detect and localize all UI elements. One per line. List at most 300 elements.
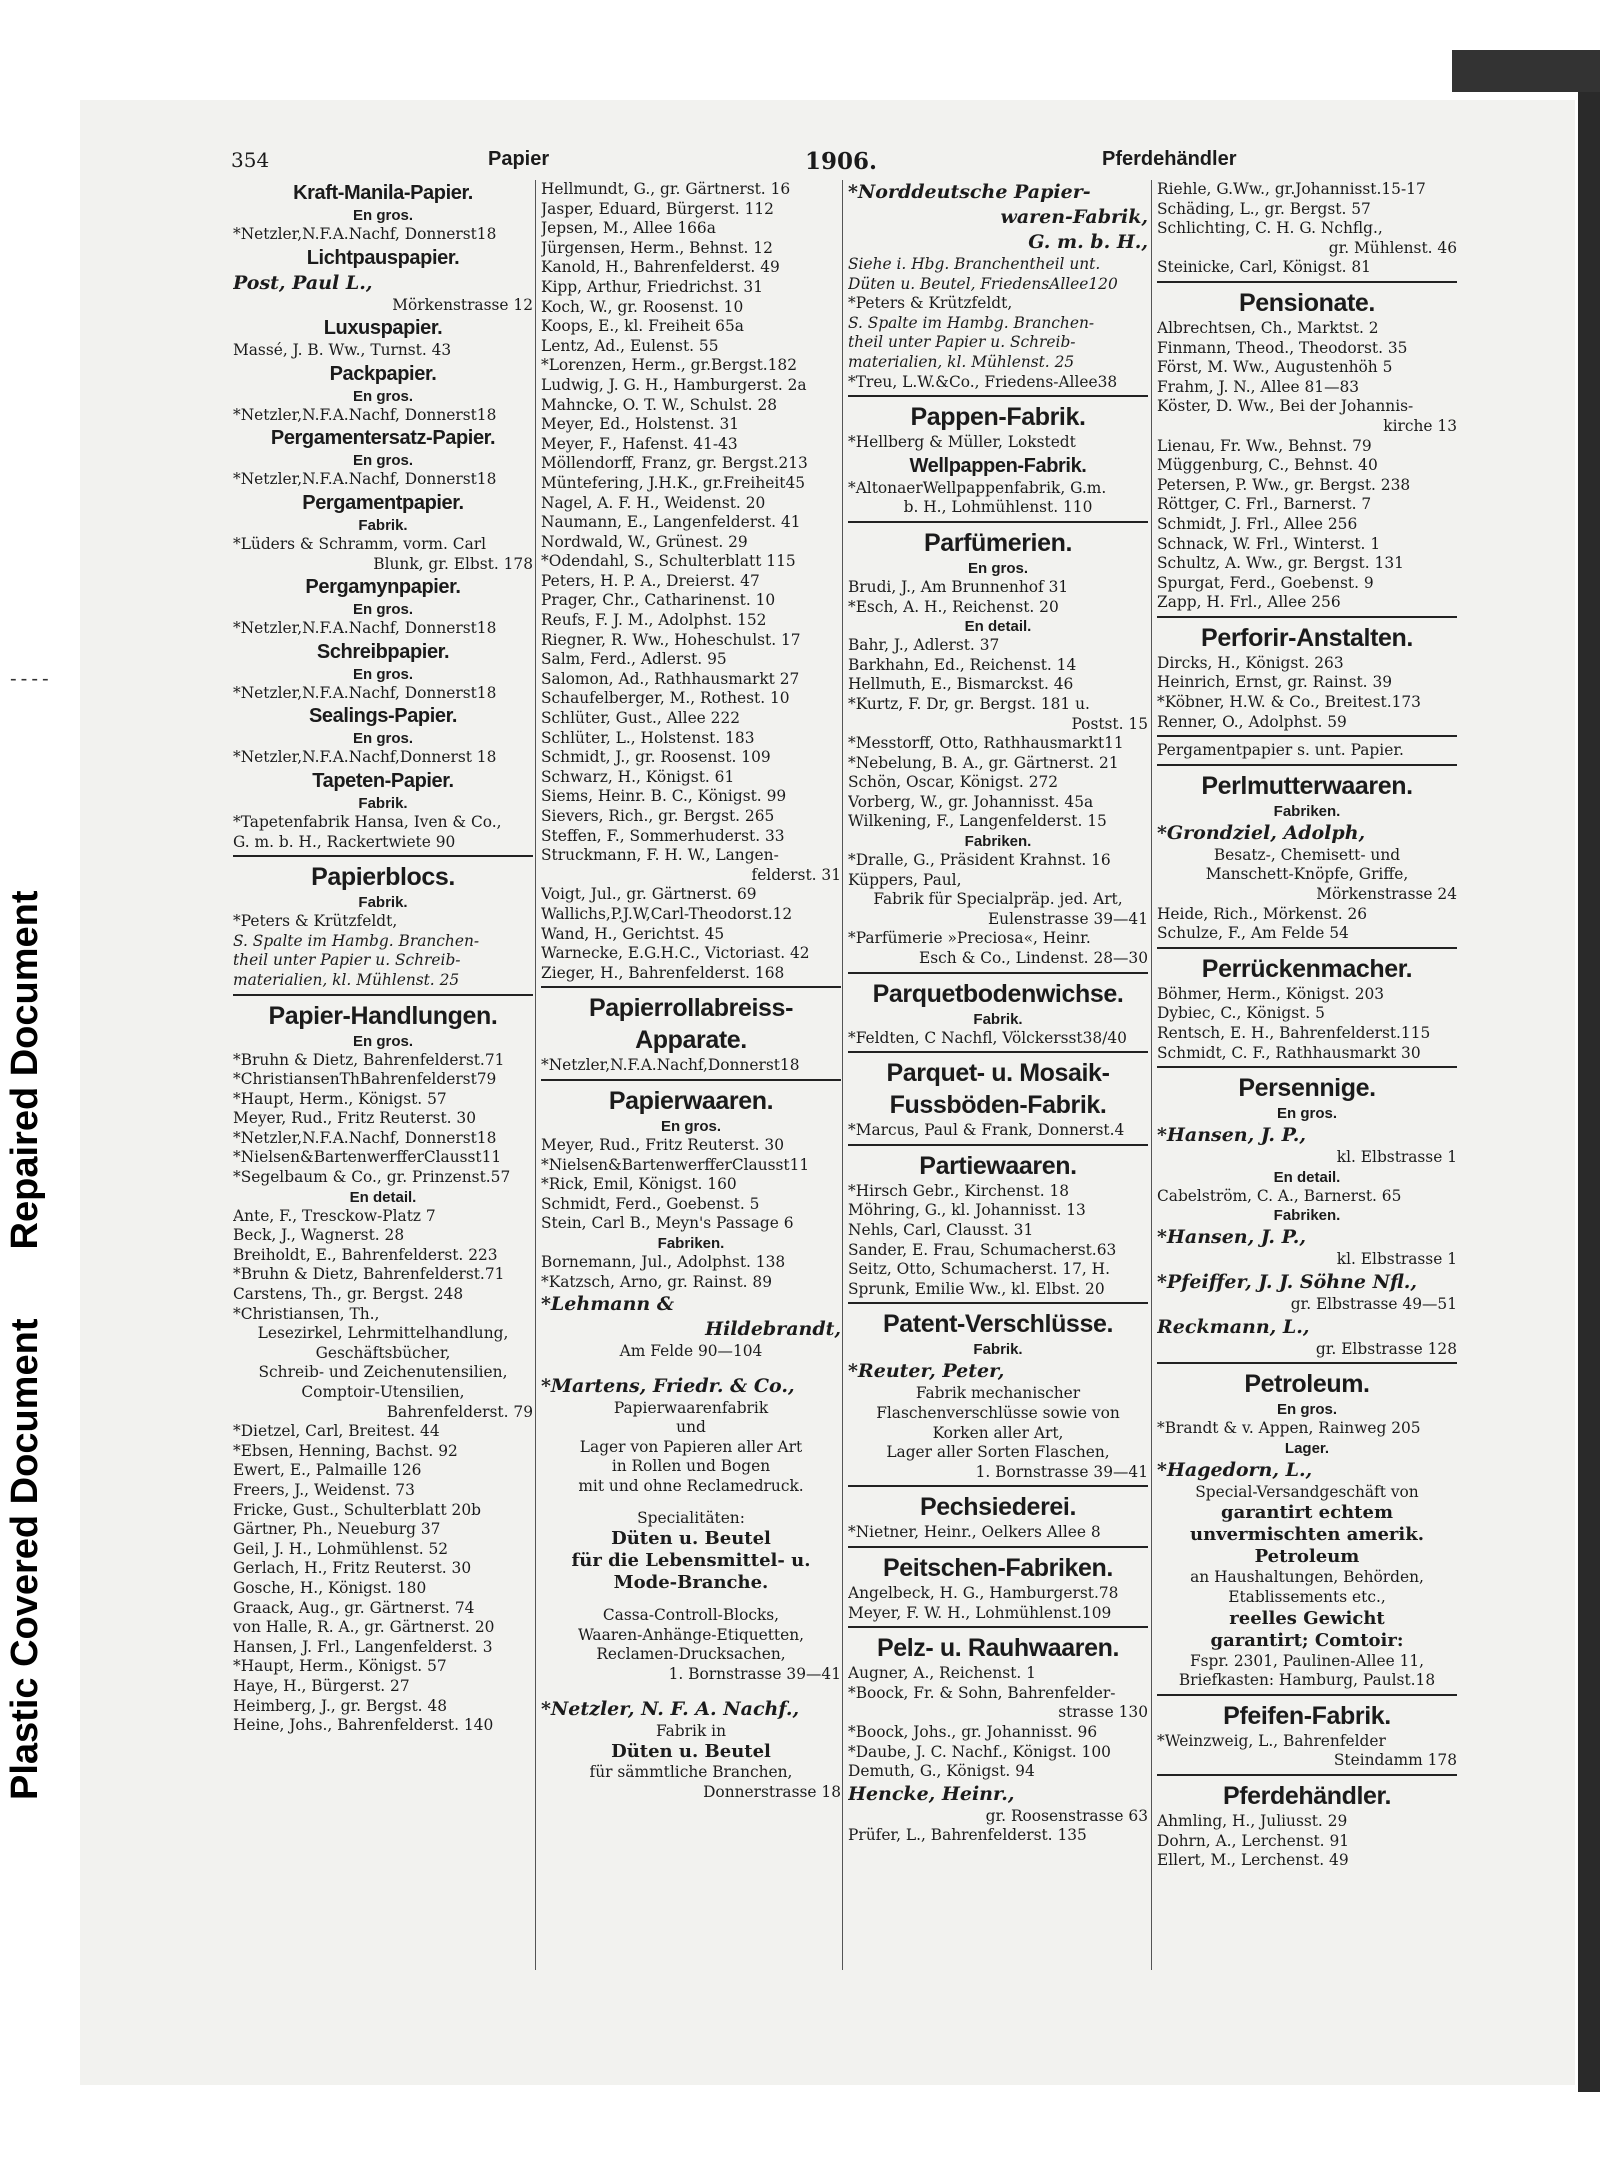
entry: *Rick, Emil, Königst. 160 — [541, 1175, 737, 1194]
entry: *Daube, J. C. Nachf., Königst. 100 — [848, 1742, 1111, 1761]
entry: *Kurtz, F. Dr, gr. Bergst. 181 u. — [848, 694, 1090, 713]
advert-line: Reclamen-Drucksachen, — [596, 1645, 786, 1664]
advert-line: Flaschenverschlüsse sowie von — [876, 1403, 1120, 1422]
section-rule — [848, 1302, 1148, 1304]
entry: *Haupt, Herm., Königst. 57 — [233, 1657, 447, 1676]
entry: Gosche, H., Königst. 180 — [233, 1578, 427, 1597]
entry: Böhmer, Herm., Königst. 203 — [1157, 984, 1385, 1003]
entry: Schmidt, C. F., Rathhausmarkt 30 — [1157, 1043, 1421, 1062]
section-rule — [848, 1051, 1148, 1053]
entry: G. m. b. H., Rackertwiete 90 — [233, 832, 456, 851]
entry: von Halle, R. A., gr. Gärtnerst. 20 — [233, 1618, 495, 1637]
entry: Nehls, Carl, Clausst. 31 — [848, 1221, 1034, 1239]
entry: Fricke, Gust., Schulterblatt 20b — [233, 1500, 481, 1519]
category-heading: Kraft-Manila-Papier. — [293, 182, 473, 204]
category-heading: Apparate. — [635, 1026, 747, 1055]
entry: *Köbner, H.W. & Co., Breitest.173 — [1157, 693, 1421, 712]
entry: Wallichs,P.J.W,Carl-Theodorst.12 — [541, 904, 793, 923]
category-heading: Pechsiederei. — [919, 1493, 1076, 1522]
category-heading: Pergamentpapier. — [302, 491, 464, 514]
entry: Meyer, F. W. H., Lohmühlenst.109 — [848, 1603, 1112, 1622]
entry-continuation: 1. Bornstrasse 39—41 — [668, 1665, 841, 1684]
entry: Breiholdt, E., Bahrenfelderst. 223 — [233, 1245, 498, 1264]
entry: *Messtorff, Otto, Rathhausmarkt11 — [848, 734, 1124, 753]
entry: Rentsch, E. H., Bahrenfelderst.115 — [1157, 1024, 1431, 1042]
entry: *Tapetenfabrik Hansa, Iven & Co., — [233, 812, 502, 831]
entry: *Odendahl, S., Schulterblatt 115 — [541, 552, 796, 571]
category-heading: Pappen-Fabrik. — [910, 403, 1086, 432]
entry: Petersen, P. Ww., gr. Bergst. 238 — [1157, 475, 1411, 494]
category-heading: Persennige. — [1238, 1074, 1376, 1103]
side-label-strip — [0, 0, 60, 2177]
column-2 — [541, 180, 841, 1980]
category-heading: Patent-Verschlüsse. — [882, 1310, 1113, 1339]
advert-line: b. H., Lohmühlenst. 110 — [903, 498, 1093, 517]
entry: *Boock, Fr. & Sohn, Bahrenfelder- — [848, 1683, 1116, 1702]
entry: *Lorenzen, Herm., gr.Bergst.182 — [541, 356, 798, 375]
category-heading: Packpapier. — [329, 362, 437, 385]
subheading: En gros. — [660, 1117, 721, 1135]
section-rule — [233, 994, 533, 996]
advert-line: Korken aller Art, — [932, 1423, 1064, 1442]
entry: Beck, J., Wagnerst. 28 — [233, 1226, 405, 1245]
page-number: 354 — [231, 148, 270, 172]
entry: Wand, H., Gerichtst. 45 — [541, 924, 725, 943]
section-rule — [848, 1144, 1148, 1146]
entry: Ellert, M., Lerchenst. 49 — [1157, 1851, 1349, 1870]
entry: *Bruhn & Dietz, Bahrenfelderst.71 — [233, 1050, 505, 1069]
section-rule — [1157, 947, 1457, 949]
featured-entry: *Lehmann & — [541, 1293, 675, 1316]
section-rule — [233, 855, 533, 857]
entry-continuation: kirche 13 — [1383, 416, 1457, 435]
section-rule — [848, 1626, 1148, 1628]
entry-note: S. Spalte im Hambg. Branchen- — [233, 931, 480, 950]
entry: Röttger, C. Frl., Barnerst. 7 — [1157, 495, 1372, 514]
entry: Dybiec, C., Königst. 5 — [1157, 1004, 1325, 1023]
entry: Schmidt, J. Frl., Allee 256 — [1157, 514, 1358, 533]
advert-line: Lesezirkel, Lehrmittelhandlung, — [257, 1324, 509, 1343]
category-heading: Lichtpauspapier. — [306, 246, 460, 269]
subheading: Fabrik. — [973, 1010, 1023, 1028]
entry: Lentz, Ad., Eulenst. 55 — [541, 336, 719, 355]
directory-page — [225, 140, 1465, 1980]
entry: Lienau, Fr. Ww., Behnst. 79 — [1157, 436, 1372, 455]
subheading: Fabriken. — [1273, 802, 1341, 820]
entry: Riegner, R. Ww., Hoheschulst. 17 — [541, 630, 801, 649]
category-heading: Partiewaaren. — [919, 1151, 1077, 1180]
entry: Barkhahn, Ed., Reichenst. 14 — [848, 655, 1077, 674]
featured-entry: *Hansen, J. P., — [1157, 1124, 1306, 1147]
category-heading: Pergamynpapier. — [305, 576, 461, 599]
entry: *Dralle, G., Präsident Krahnst. 16 — [848, 851, 1111, 870]
entry: Prüfer, L., Bahrenfelderst. 135 — [848, 1826, 1087, 1845]
entry: Spurgat, Ferd., Goebenst. 9 — [1157, 573, 1374, 592]
subheading: Fabriken. — [964, 833, 1032, 851]
entry: *Netzler,N.F.A.Nachf, Donnerst18 — [233, 619, 497, 638]
section-rule — [848, 521, 1148, 523]
entry: Möllendorff, Franz, gr. Bergst.213 — [541, 454, 808, 473]
category-heading: Pensionate. — [1239, 288, 1375, 317]
advert-line: Fspr. 2301, Paulinen-Allee 11, — [1189, 1651, 1425, 1670]
entry-continuation: Steindamm 178 — [1333, 1751, 1457, 1770]
section-rule — [1157, 1362, 1457, 1364]
entry: Salomon, Ad., Rathhausmarkt 27 — [541, 669, 800, 688]
subheading: En detail. — [964, 618, 1032, 636]
advert-line: Briefkasten: Hamburg, Paulst.18 — [1178, 1671, 1436, 1690]
page-header — [225, 148, 1465, 182]
subheading: Fabrik. — [358, 794, 408, 812]
entry-continuation: felderst. 31 — [751, 865, 841, 884]
entry: Zieger, H., Bahrenfelderst. 168 — [541, 963, 785, 982]
subheading: En gros. — [352, 452, 413, 470]
category-heading: Perlmutterwaaren. — [1201, 771, 1413, 800]
category-heading: Papierrollabreiss- — [588, 994, 793, 1023]
entry: Schlichting, C. H. G. Nchflg., — [1157, 219, 1383, 238]
featured-entry: G. m. b. H., — [1028, 231, 1148, 253]
advert-bold-line: reelles Gewicht — [1229, 1607, 1385, 1629]
section-rule — [1157, 1066, 1457, 1068]
entry: *Hirsch Gebr., Kirchenst. 18 — [848, 1181, 1070, 1200]
entry-continuation: Eulenstrasse 39—41 — [987, 909, 1148, 928]
entry: Müggenburg, C., Behnst. 40 — [1157, 456, 1378, 475]
featured-entry: Hencke, Heinr., — [848, 1782, 1015, 1805]
category-heading: Tapeten-Papier. — [312, 769, 454, 792]
advert-bold-line: garantirt echtem — [1220, 1502, 1393, 1524]
category-heading: Parquet- u. Mosaik- — [886, 1059, 1110, 1088]
featured-entry: *Pfeiffer, J. J. Söhne Nfl., — [1157, 1270, 1417, 1293]
section-rule — [848, 1485, 1148, 1487]
entry-continuation: gr. Mühlenst. 46 — [1328, 238, 1457, 257]
entry: Heinrich, Ernst, gr. Rainst. 39 — [1157, 673, 1393, 692]
subheading: Fabrik. — [358, 894, 408, 912]
entry: Ante, F., Tresckow-Platz 7 — [233, 1206, 436, 1225]
advert-line: mit und ohne Reclamedruck. — [578, 1477, 804, 1496]
entry: *Netzler,N.F.A.Nachf, Donnerst18 — [233, 470, 497, 489]
category-heading: Perrückenmacher. — [1201, 954, 1413, 983]
entry: *Bruhn & Dietz, Bahrenfelderst.71 — [233, 1265, 505, 1284]
entry: *ChristiansenThBahrenfelderst79 — [233, 1070, 497, 1089]
category-heading: Perforir-Anstalten. — [1201, 623, 1413, 652]
entry-continuation: Mörkenstrasse 24 — [1316, 885, 1457, 904]
advert-line: Cassa-Controll-Blocks, — [602, 1606, 780, 1625]
side-label — [4, 600, 47, 1800]
featured-entry: *Martens, Friedr. & Co., — [541, 1374, 795, 1397]
entry: *Netzler,N.F.A.Nachf, Donnerst18 — [233, 683, 497, 702]
entry: Möhring, G., kl. Johannisst. 13 — [848, 1201, 1086, 1220]
entry-continuation: 1. Bornstrasse 39—41 — [975, 1462, 1148, 1481]
entry: Gärtner, Ph., Neueburg 37 — [233, 1520, 441, 1539]
subheading: En gros. — [1276, 1401, 1337, 1419]
category-heading: Sealings-Papier. — [308, 705, 458, 728]
entry: Steffen, F., Sommerhuderst. 33 — [541, 826, 785, 845]
subheading: Fabrik. — [973, 1341, 1023, 1359]
entry: *Haupt, Herm., Königst. 57 — [233, 1089, 447, 1108]
entry: Wilkening, F., Langenfelderst. 15 — [848, 812, 1107, 831]
entry: *Feldten, C Nachfl, Völckersst38/40 — [848, 1028, 1127, 1047]
featured-entry: *Grondziel, Adolph, — [1157, 821, 1366, 844]
entry: Meyer, F., Hafenst. 41-43 — [541, 434, 738, 453]
subheading: En gros. — [1276, 1105, 1337, 1123]
column-divider — [535, 180, 536, 1970]
entry: *Dietzel, Carl, Breitest. 44 — [233, 1422, 440, 1441]
entry: Heimberg, J., gr. Bergst. 48 — [233, 1696, 448, 1715]
entry: Stein, Carl B., Meyn's Passage 6 — [541, 1214, 794, 1233]
entry: Naumann, E., Langenfelderst. 41 — [541, 513, 801, 532]
column-divider — [842, 180, 843, 1970]
entry: Albrechtsen, Ch., Marktst. 2 — [1157, 318, 1379, 337]
entry: Hellmundt, G., gr. Gärtnerst. 16 — [541, 180, 791, 198]
advert-line: Fabrik mechanischer — [915, 1384, 1081, 1403]
entry-continuation: kl. Elbstrasse 1 — [1336, 1148, 1457, 1167]
entry: *AltonaerWellpappenfabrik, G.m. — [848, 478, 1107, 497]
entry: Gerlach, H., Fritz Reuterst. 30 — [233, 1559, 472, 1578]
section-rule — [848, 972, 1148, 974]
spacer — [541, 1594, 841, 1606]
advert-line: Fabrik für Specialpräp. jed. Art, — [873, 890, 1123, 909]
entry: *Brandt & v. Appen, Rainweg 205 — [1157, 1419, 1421, 1438]
entry: Jepsen, M., Allee 166a — [541, 219, 716, 238]
advert-line: Papierwaarenfabrik — [613, 1398, 769, 1417]
advert-line: Manschett-Knöpfe, Griffe, — [1205, 865, 1409, 884]
entry-continuation: Esch & Co., Lindenst. 28—30 — [919, 949, 1148, 968]
entry-note: Siehe i. Hbg. Branchentheil unt. — [848, 255, 1101, 273]
entry-note: theil unter Papier u. Schreib- — [233, 951, 461, 970]
entry: Müntefering, J.H.K., gr.Freiheit45 — [541, 473, 806, 492]
entry: *Lüders & Schramm, vorm. Carl — [233, 534, 487, 553]
section-rule — [848, 395, 1148, 397]
entry: Schlüter, L., Holstenst. 183 — [541, 728, 755, 747]
entry: Schulze, F., Am Felde 54 — [1157, 924, 1349, 943]
entry: Heide, Rich., Mörkenst. 26 — [1157, 904, 1368, 923]
section-rule — [541, 1079, 841, 1081]
category-heading: Wellpappen-Fabrik. — [909, 454, 1087, 477]
entry: *Boock, Johs., gr. Johannisst. 96 — [848, 1722, 1098, 1741]
section-rule — [541, 986, 841, 988]
advert-line: Specialitäten: — [637, 1508, 745, 1527]
entry: Schaufelberger, M., Rothest. 10 — [541, 689, 790, 708]
entry: *Nielsen&BartenwerfferClausst11 — [233, 1148, 502, 1167]
spacer — [541, 1497, 841, 1509]
category-heading: Pelz- u. Rauhwaaren. — [876, 1634, 1120, 1663]
featured-entry: waren-Fabrik, — [1000, 206, 1148, 228]
entry: Jasper, Eduard, Bürgerst. 112 — [541, 199, 774, 218]
entry: Ewert, E., Palmaille 126 — [233, 1461, 422, 1480]
advert-line: Waaren-Anhänge-Etiquetten, — [577, 1625, 805, 1644]
subheading: En gros. — [352, 601, 413, 619]
featured-entry: Post, Paul L., — [233, 271, 373, 294]
entry: *Nielsen&BartenwerfferClausst11 — [541, 1155, 810, 1174]
category-heading: Petroleum. — [1244, 1370, 1370, 1399]
section-rule — [1157, 1694, 1457, 1696]
entry: Haye, H., Bürgerst. 27 — [233, 1676, 410, 1695]
entry: *Netzler,N.F.A.Nachf, Donnerst18 — [233, 1128, 497, 1147]
entry-note: S. Spalte im Hambg. Branchen- — [848, 313, 1095, 332]
featured-entry: *Netzler, N. F. A. Nachf., — [541, 1697, 800, 1720]
advert-line: Fabrik in — [656, 1721, 726, 1740]
subheading: En gros. — [352, 387, 413, 405]
advert-line: und — [676, 1418, 706, 1437]
subheading: Lager. — [1284, 1439, 1330, 1457]
entry: Voigt, Jul., gr. Gärtnerst. 69 — [541, 885, 757, 904]
category-heading: Pfeifen-Fabrik. — [1223, 1701, 1391, 1730]
entry-note: theil unter Papier u. Schreib- — [848, 333, 1076, 352]
entry: *Ebsen, Henning, Bachst. 92 — [233, 1441, 458, 1460]
entry-continuation: Blunk, gr. Elbst. 178 — [373, 554, 533, 573]
entry: *Parfümerie »Preciosa«, Heinr. — [848, 929, 1091, 948]
advert-line: in Rollen und Bogen — [611, 1457, 771, 1476]
subheading: En detail. — [349, 1188, 417, 1206]
entry: Meyer, Rud., Fritz Reuterst. 30 — [233, 1109, 477, 1128]
subheading: En gros. — [352, 207, 413, 224]
entry-note: materialien, kl. Mühlenst. 25 — [848, 352, 1075, 371]
left-keyword: Papier — [488, 148, 550, 170]
entry-continuation: Mörkenstrasse 12 — [392, 295, 533, 314]
entry: Peters, H. P. A., Dreierst. 47 — [541, 571, 760, 590]
entry: *Netzler,N.F.A.Nachf, Donnerst18 — [233, 225, 497, 243]
category-heading: Parquetbodenwichse. — [872, 979, 1124, 1008]
advert-bold-line: Petroleum — [1254, 1546, 1360, 1568]
entry: Schlüter, Gust., Allee 222 — [541, 709, 741, 728]
entry: Prager, Chr., Catharinenst. 10 — [541, 591, 776, 610]
entry: Schön, Oscar, Königst. 272 — [848, 773, 1059, 792]
advert-line: Lager aller Sorten Flaschen, — [886, 1443, 1110, 1462]
entry: Schwarz, H., Königst. 61 — [541, 767, 735, 786]
entry: Först, M. Ww., Augustenhöh 5 — [1157, 358, 1393, 377]
entry: Schmidt, Ferd., Goebenst. 5 — [541, 1194, 760, 1213]
entry: Cabelström, C. A., Barnerst. 65 — [1157, 1186, 1402, 1205]
spacer — [541, 1685, 841, 1697]
category-heading: Papierwaaren. — [608, 1086, 774, 1115]
advert-bold-line: unvermischten amerik. — [1190, 1524, 1424, 1546]
section-rule — [1157, 735, 1457, 737]
category-heading: Peitschen-Fabriken. — [883, 1553, 1113, 1582]
entry: Brudi, J., Am Brunnenhof 31 — [848, 577, 1069, 596]
entry: Frahm, J. N., Allee 81—83 — [1157, 377, 1360, 396]
column-4 — [1157, 180, 1457, 1980]
entry: *Netzler,N.F.A.Nachf,Donnerst18 — [541, 1056, 800, 1075]
entry: *Katzsch, Arno, gr. Rainst. 89 — [541, 1272, 773, 1291]
subheading: En gros. — [352, 730, 413, 748]
scan-edge-right — [1578, 92, 1600, 2092]
advert-line: Besatz-, Chemisett- und — [1213, 845, 1401, 864]
entry: Küppers, Paul, — [848, 870, 962, 889]
entry: Seitz, Otto, Schumacherst. 17, H. — [848, 1260, 1110, 1279]
subheading: Fabriken. — [657, 1234, 725, 1252]
entry: *Peters & Krützfeldt, — [848, 294, 1013, 313]
entry: Finmann, Theod., Theodorst. 35 — [1157, 338, 1408, 357]
advert-bold-line: garantirt; Comtoir: — [1210, 1629, 1404, 1651]
entry: Kipp, Arthur, Friedrichst. 31 — [541, 277, 764, 296]
featured-entry: *Hagedorn, L., — [1157, 1458, 1313, 1481]
entry: Bornemann, Jul., Adolphst. 138 — [541, 1252, 786, 1271]
entry: Siems, Heinr. B. C., Königst. 99 — [541, 787, 787, 806]
section-rule — [848, 1546, 1148, 1548]
advert-line: Geschäftsbücher, — [315, 1343, 451, 1362]
category-heading: Schreibpapier. — [316, 640, 450, 663]
entry: Schmidt, J., gr. Roosenst. 109 — [541, 748, 771, 767]
entry: Carstens, Th., gr. Bergst. 248 — [233, 1285, 464, 1304]
entry: *Nietner, Heinr., Oelkers Allee 8 — [848, 1523, 1101, 1542]
entry: *Marcus, Paul & Frank, Donnerst.4 — [848, 1121, 1125, 1140]
category-heading: Fussböden-Fabrik. — [889, 1091, 1107, 1120]
right-keyword: Pferdehändler — [1102, 148, 1237, 170]
entry: Meyer, Ed., Holstenst. 31 — [541, 415, 740, 434]
subheading: En gros. — [352, 1032, 413, 1050]
entry: Salm, Ferd., Adlerst. 95 — [541, 650, 727, 669]
entry: Koops, E., kl. Freiheit 65a — [541, 317, 744, 336]
advert-bold-line: Düten u. Beutel — [611, 1741, 771, 1763]
entry: *Netzler,N.F.A.Nachf, Donnerst18 — [233, 405, 497, 424]
category-heading: Papier-Handlungen. — [268, 1001, 498, 1030]
entry-continuation: gr. Elbstrasse 128 — [1315, 1339, 1457, 1358]
entry: Struckmann, F. H. W., Langen- — [541, 846, 779, 865]
featured-entry: *Norddeutsche Papier- — [848, 181, 1091, 203]
entry-continuation: gr. Elbstrasse 49—51 — [1290, 1294, 1457, 1313]
featured-entry: *Hansen, J. P., — [1157, 1226, 1306, 1249]
entry: Bahr, J., Adlerst. 37 — [848, 636, 1000, 655]
entry: Jürgensen, Herm., Behnst. 12 — [541, 238, 773, 257]
entry: Heine, Johs., Bahrenfelderst. 140 — [233, 1716, 494, 1735]
entry: Demuth, G., Königst. 94 — [848, 1762, 1035, 1781]
entry: Hansen, J. Frl., Langenfelderst. 3 — [233, 1637, 493, 1656]
entry: Mahncke, O. T. W., Schulst. 28 — [541, 395, 778, 414]
featured-entry: *Reuter, Peter, — [848, 1360, 1005, 1383]
section-rule — [1157, 281, 1457, 283]
advert-bold-line: für die Lebensmittel- u. — [571, 1550, 811, 1572]
advert-line: Lager von Papieren aller Art — [579, 1437, 803, 1456]
entry: Vorberg, W., gr. Johannisst. 45a — [848, 792, 1094, 811]
subheading: En detail. — [1273, 1168, 1341, 1186]
entry-note: Düten u. Beutel, FriedensAllee120 — [848, 274, 1118, 293]
column-1 — [233, 180, 533, 1980]
entry: *Nebelung, B. A., gr. Gärtnerst. 21 — [848, 753, 1119, 772]
advert-line: Schreib- und Zeichenutensilien, — [258, 1363, 508, 1382]
entry: Geil, J. H., Lohmühlenst. 52 — [233, 1539, 449, 1558]
subheading: En gros. — [352, 665, 413, 683]
entry: Hellmuth, E., Bismarckst. 46 — [848, 675, 1074, 694]
entry: Graack, Aug., gr. Gärtnerst. 74 — [233, 1598, 475, 1617]
entry: Sprunk, Emilie Ww., kl. Elbst. 20 — [848, 1279, 1105, 1298]
entry-continuation: gr. Roosenstrasse 63 — [985, 1806, 1148, 1825]
entry-note: materialien, kl. Mühlenst. 25 — [233, 970, 460, 989]
advert-line: Etablissements etc., — [1228, 1587, 1386, 1606]
advert-line: Special-Versandgeschäft von — [1195, 1482, 1419, 1501]
entry: Ludwig, J. G. H., Hamburgerst. 2a — [541, 375, 807, 394]
entry: Renner, O., Adolphst. 59 — [1157, 712, 1347, 731]
subheading: Fabriken. — [1273, 1207, 1341, 1225]
category-heading: Pferdehändler. — [1222, 1781, 1392, 1810]
entry: Dircks, H., Königst. 263 — [1157, 653, 1344, 672]
featured-entry: Hildebrandt, — [705, 1318, 841, 1341]
entry: Sander, E. Frau, Schumacherst.63 — [848, 1240, 1117, 1259]
subheading: Fabrik. — [358, 516, 408, 534]
entry: Zapp, H. Frl., Allee 256 — [1157, 593, 1341, 612]
entry: Sievers, Rich., gr. Bergst. 265 — [541, 807, 775, 825]
subheading: En gros. — [967, 559, 1028, 577]
plastic-covered-label: Plastic Covered Document — [4, 1318, 46, 1800]
entry-continuation: kl. Elbstrasse 1 — [1336, 1250, 1457, 1269]
entry: Freers, J., Weidenst. 73 — [233, 1480, 415, 1499]
section-rule — [1157, 764, 1457, 766]
repaired-label: Repaired Document — [4, 890, 46, 1250]
category-heading: Papierblocs. — [311, 863, 455, 892]
entry: *Christiansen, Th., — [233, 1304, 380, 1323]
advert-line: Comptoir-Utensilien, — [301, 1383, 465, 1401]
section-rule — [1157, 1774, 1457, 1776]
entry: Nordwald, W., Grünest. 29 — [541, 532, 748, 551]
advert-bold-line: Mode-Branche. — [613, 1572, 769, 1594]
